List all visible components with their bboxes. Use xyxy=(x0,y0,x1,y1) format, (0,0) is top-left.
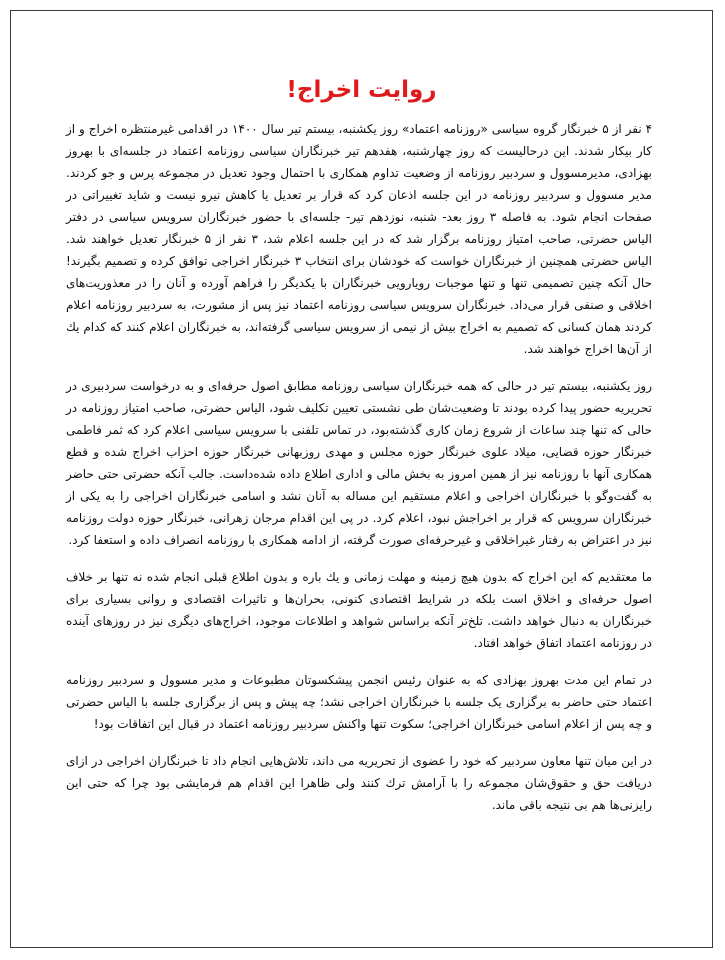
paragraph-3: ما معتقدیم که این اخراج که بدون هیچ زمینه و مهلت زمانی و یك باره و بدون اطلاع قبلی انجام شده نه تنها بر خلاف اصول حرفه‌ای و اخلاق است بلکه در شرایط اقتصادی کنونی، بحران‌ها و تاثیرات اقتصادی و روانی بسیاری برای خبرنگاران به دنبال خواهد داشت. تلخ‌تر آنکه براساس شواهد و اطلاعات موجود، اخراج‌های دیگری نیز در روزهای آینده در روزنامه اعتماد اتفاق خواهد افتاد. xyxy=(66,570,652,650)
paragraph-5: در این میان تنها معاون سردبیر که خود را عضوی از تحریریه می داند، تلاش‌هایی انجام داد تا خبرنگاران اخراجی در ازای دریافت حق و حقوق‌شان مجموعه را با آرامش ترك کنند ولی ظاهرا این اقدام هم فرمایشی بود چرا که حتی این رایزنی‌ها هم بی نتیجه باقی ماند. xyxy=(66,754,652,812)
document-page xyxy=(10,10,713,948)
paragraph-4: در تمام این مدت بهروز بهزادی که به عنوان رئیس انجمن پیشکسوتان مطبوعات و مدیر مسوول و سردبیر روزنامه اعتماد حتی حاضر به برگزاری یک جلسه با خبرنگاران اخراجی نشد؛ چه پیش و پس از برگزاری جلسه با الیاس حضرتی و چه پس از اعلام اسامی خبرنگاران اخراجی؛ سکوت تنها واکنش سردبیر روزنامه اعتماد در قبال این اتفاقات بود! xyxy=(66,673,652,731)
document-body xyxy=(66,118,652,831)
document-title: روایت اخراج! xyxy=(286,77,437,103)
paragraph-1: ۴ نفر از ۵ خبرنگار گروه سیاسی «روزنامه اعتماد» روز یکشنبه، بیستم تیر سال ۱۴۰۰ در اقدامی غیرمنتظره اخراج و از کار بیکار شدند. این درحالیست که روز چهارشنبه، هفدهم تیر خبرنگاران سیاسی روزنامه اعتماد در جلسه‌ای با بهروز بهزادی، مدیرمسوول و سردبیر روزنامه از وضعیت تداوم همکاری با احتمال وجود تعدیل در مجموعه پرس و جو کردند. مدیر مسوول و سردبیر روزنامه در این جلسه اذعان کرد که قرار بر تعدیل یا کاهش نیرو نیست و شاید تغییراتی در صفحات انجام شود. به فاصله ۳ روز بعد- شنبه، نوزدهم تیر- جلسه‌ای با حضور خبرنگاران سرویس سیاسی در دفتر الیاس حضرتی، صاحب امتیاز روزنامه برگزار شد که در این جلسه اعلام شد، ۳ نفر از ۵ خبرنگار تعدیل خواهند شد. الیاس حضرتی همچنین از خبرنگاران خواست که خودشان برای انتخاب ۳ خبرنگار اخراجی توافق کرده و تصمیم بگیرند! حال آنکه چنین تصمیمی تنها و تنها موجبات رویارویی خبرنگاران با یکدیگر را فراهم آورده و آنان را در معذوریت‌های اخلاقی و صنفی قرار می‌داد. خبرنگاران سرویس سیاسی روزنامه اعتماد نیز پس از مشورت، به سردبیر روزنامه اعلام کردند همان کسانی که تصمیم به اخراج بیش از نیمی از سرویس سیاسی گرفته‌اند، به خبرنگاران اعلام کنند که کدام یك از آن‌ها اخراج خواهند شد. xyxy=(66,122,653,356)
paragraph-2: روز یکشنبه، بیستم تیر در حالی که همه خبرنگاران سیاسی روزنامه مطابق اصول حرفه‌ای و به درخواست سردبیری در تحریریه حضور پیدا کرده بودند تا وضعیت‌شان طی نشستی تعیین تکلیف شود، الیاس حضرتی، صاحب امتیاز روزنامه در حالی که تنها چند ساعات از شروع زمان کاری گذشته‌بود، در تماس تلفنی با سرویس سیاسی اعلام کرد که ثمر فاطمی خبرنگار حوزه قضایی، میلاد علوی خبرنگار حوزه مجلس و مهدی روزبهانی خبرنگار حوزه احزاب اخراج شده و قطع همکاری آنها با روزنامه نیز از همین امروز به بخش مالی و اداری اطلاع داده شده‌داست. جالب آنکه حضرتی حتی حاضر به گفت‌وگو با خبرنگاران اخراجی و اعلام مستقیم این مساله به آنان نشد و اسامی خبرنگاران اخراجی را به یکی از خبرنگاران سرویس که قرار بر اخراجش نبود، اعلام کرد. در پی این اقدام مرجان زهرانی، خبرنگار حوزه دولت روزنامه نیز در اعتراض به رفتار غیراخلاقی و غیرحرفه‌ای صورت گرفته، از ادامه همکاری با روزنامه انصراف داده و استعفا کرد. xyxy=(66,379,652,547)
